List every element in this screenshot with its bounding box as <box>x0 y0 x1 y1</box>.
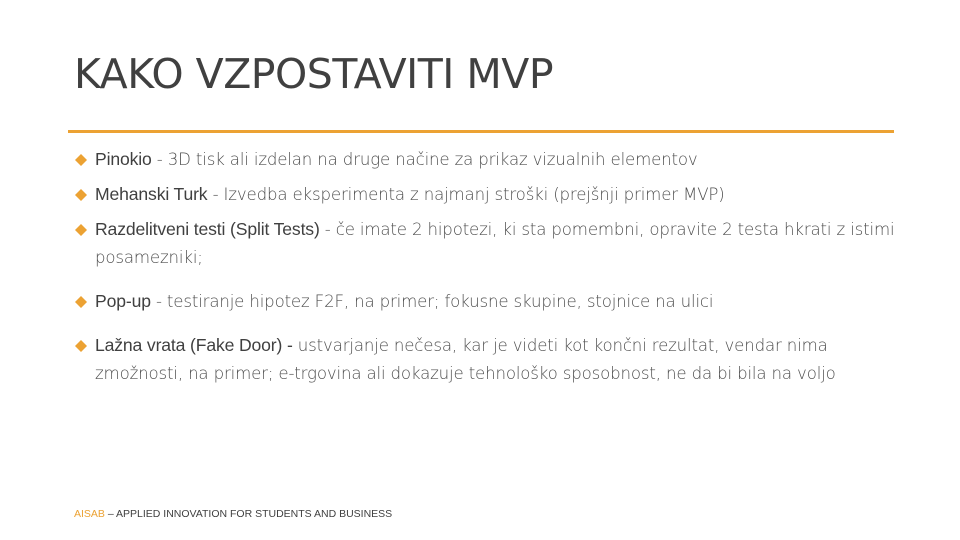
bullet-term: Lažna vrata (Fake Door) - <box>95 335 293 355</box>
bullet-term: Pop-up <box>95 291 151 311</box>
bullet-item-split-tests <box>74 216 904 272</box>
bullet-description: - testiranje hipotez F2F, na primer; fokusne skupine, stojnice na ulici <box>150 292 714 311</box>
diamond-bullet-icon <box>75 340 87 352</box>
bullet-list <box>74 146 904 393</box>
bullet-term: Mehanski Turk <box>95 184 208 204</box>
bullet-item-pop-up <box>74 288 904 316</box>
diamond-bullet-icon <box>75 224 87 236</box>
diamond-bullet-icon <box>75 189 87 201</box>
bullet-item-fake-door <box>74 332 904 388</box>
bullet-description: - 3D tisk ali izdelan na druge načine za prikaz vizualnih elementov <box>151 150 698 169</box>
footer-text <box>74 508 392 520</box>
diamond-bullet-icon <box>75 296 87 308</box>
title-divider <box>68 130 894 133</box>
footer-tagline: – APPLIED INNOVATION FOR STUDENTS AND BUSINESS <box>104 508 393 520</box>
bullet-description: - Izvedba eksperimenta z najmanj stroški (prejšnji primer MVP) <box>207 185 725 204</box>
bullet-term: Razdelitveni testi (Split Tests) <box>95 219 320 239</box>
bullet-description: - če imate 2 hipotezi, ki sta pomembni, opravite 2 testa hkrati z istimi posamezniki; <box>95 220 895 267</box>
diamond-bullet-icon <box>75 154 87 166</box>
bullet-item-pinokio <box>74 146 904 174</box>
bullet-description: ustvarjanje nečesa, kar je videti kot končni rezultat, vendar nima zmožnosti, na primer; e-trgovina ali dokazuje tehnološko sposobnost, ne da bi bila na voljo <box>95 336 836 383</box>
bullet-term: Pinokio <box>95 149 152 169</box>
footer-brand: AISAB <box>74 508 105 520</box>
bullet-item-mehanski-turk <box>74 181 904 209</box>
slide-title: KAKO VZPOSTAVITI MVP <box>74 50 554 98</box>
